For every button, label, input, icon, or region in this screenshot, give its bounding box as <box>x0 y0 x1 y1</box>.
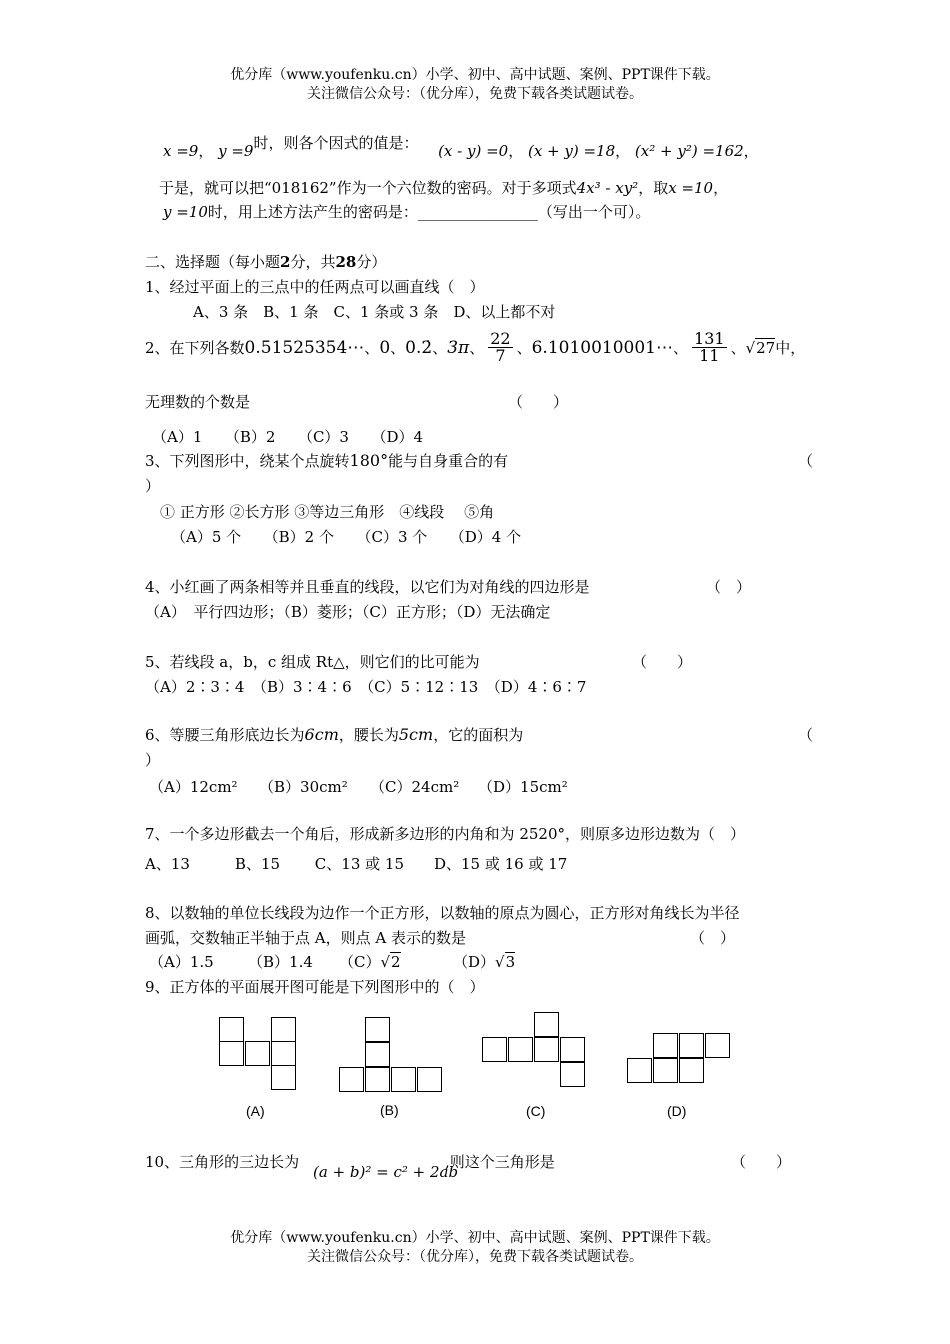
q6-stem-a: 6、等腰三角形底边长为 <box>145 726 305 744</box>
net-a-square <box>271 1065 296 1090</box>
net-d-square <box>705 1033 730 1058</box>
q6-stem <box>145 724 523 745</box>
net-c-square <box>534 1012 559 1037</box>
intro-text-2a: 于是，就可以把“018162”作为一个六位数的密码。对于多项式 <box>159 179 577 197</box>
net-d-square <box>653 1033 678 1058</box>
q10-stem-b: ,则这个三角形是 <box>445 1153 555 1171</box>
q5-options: （A）2∶3∶4 （B）3∶4∶6 （C）5∶12∶13 （D）4∶6∶7 <box>145 678 587 696</box>
intro-text-3: 时，用上述方法产生的密码是：________________（写出一个可）。 <box>207 203 651 221</box>
q6-paren-open: （ <box>798 726 814 744</box>
q2-stem: 2、在下列各数 0.51525354⋯ 、 0 、 0.2̇ 、 3π 、 $\frac{22}{7}$ 、 6.1010010001⋯ 、 $\frac{131}{11}$ 、 √27 中， <box>145 329 806 365</box>
net-a-square <box>271 1017 296 1042</box>
q6-option-d: （D）15cm² <box>478 778 568 796</box>
net-c-square <box>560 1037 585 1062</box>
q2-number-6: 6.1010010001⋯ <box>531 337 673 358</box>
q10-expression: (a + b)² = c² + 2ab <box>313 1163 459 1181</box>
q1-stem: 1、经过平面上的三点中的任两点可以画直线（ ） <box>145 278 485 296</box>
q2-number-1: 0.51525354⋯ <box>244 337 365 358</box>
q1-options: A、3 条 B、1 条 C、1 条或 3 条 D、以上都不对 <box>193 303 556 321</box>
q4-options: （A） 平行四边形；（B）菱形；（C）正方形；（D）无法确定 <box>145 603 551 621</box>
net-b-square <box>365 1067 390 1092</box>
net-label-c: (C) <box>526 1103 546 1119</box>
y-ten: y =10 <box>163 203 208 221</box>
net-c-square <box>560 1062 585 1087</box>
q4-stem: 4、小红画了两条相等并且垂直的线段，以它们为对角线的四边形是 <box>145 578 590 596</box>
q2-frac1-num: 22 <box>490 329 511 348</box>
net-d-square <box>653 1058 678 1083</box>
q3-options: （A）5 个 （B）2 个 （C）3 个 （D）4 个 <box>171 528 522 546</box>
q4-answer-paren: （ ） <box>706 578 752 596</box>
q8-stem-1: 8、以数轴的单位长线段为边作一个正方形，以数轴的原点为圆心，正方形对角线长为半径 <box>145 904 740 922</box>
q2-stem-end: 中， <box>775 339 806 357</box>
q7-options: A、13 B、15 C、13 或 15 D、15 或 16 或 17 <box>145 855 568 873</box>
q6-stem-c: ，它的面积为 <box>433 726 524 744</box>
q2-number-4: 3π <box>447 337 470 358</box>
net-a-square <box>219 1041 244 1066</box>
section-title-b: 分，共 <box>290 253 336 271</box>
x-value: x =9 <box>163 142 199 160</box>
y-value: y =9 <box>218 142 254 160</box>
q7-stem: 7、一个多边形截去一个角后，形成新多边形的内角和为 2520°，则原多边形边数为（ ） <box>145 825 745 843</box>
q8-option-b: （B）1.4 <box>248 953 313 971</box>
net-c-square <box>534 1037 559 1062</box>
intro-line-3 <box>163 201 650 222</box>
x-ten: x =10 <box>668 179 714 197</box>
section-title-a: 二、选择题（每小题 <box>145 253 281 271</box>
q2-frac2-den: 11 <box>699 346 720 365</box>
q2-number-7 <box>692 331 727 364</box>
net-label-d: (D) <box>667 1103 687 1119</box>
q2-sqrt27: 27 <box>756 338 776 357</box>
q2-number-2: 0 <box>379 337 391 358</box>
q2-frac1-den: 7 <box>495 346 506 365</box>
q3-paren-open: （ <box>798 452 814 470</box>
intro-text-2b: ，取 <box>638 179 669 197</box>
net-c-square <box>508 1037 533 1062</box>
net-b-square <box>339 1067 364 1092</box>
q3-stem <box>145 450 508 471</box>
footer-line-2: 关注微信公众号：（优分库），免费下载各类试题试卷。 <box>307 1249 643 1265</box>
q3-items: ① 正方形 ②长方形 ③等边三角形 ④线段 ⑤角 <box>160 503 495 521</box>
q2-number-5 <box>488 331 512 364</box>
q2-sep: 、 <box>364 339 380 357</box>
intro-line-1: x =9， y =9时，则各个因式的值是： (x - y) =0， (x + y) =18， (x² + y²) =162， <box>163 134 759 160</box>
net-label-a: (A) <box>246 1103 265 1119</box>
section-pts-total: 28 <box>335 253 357 271</box>
q6-leg: 5cm <box>398 725 434 744</box>
q3-stem-b: 能与自身重合的有 <box>388 452 509 470</box>
q3-paren-close: ） <box>145 477 161 495</box>
q8-option-c-label: （C） <box>339 953 381 971</box>
q3-stem-a: 3、下列图形中，绕某个点旋转 <box>145 452 350 470</box>
q3-degree: 180° <box>349 451 389 470</box>
q6-option-c: （C）24cm² <box>370 778 460 796</box>
net-b-square <box>365 1017 390 1042</box>
net-d-square <box>679 1033 704 1058</box>
q10-stem-a: 10、三角形的三边长为 <box>145 1153 300 1171</box>
section-title-c: 分） <box>356 253 387 271</box>
q2-frac2-num: 131 <box>694 329 725 348</box>
q2-number-3: 0.2̇ <box>405 337 433 358</box>
section-pts-each: 2 <box>280 253 291 271</box>
q6-base: 6cm <box>304 725 339 744</box>
header-line-2: 关注微信公众号：（优分库），免费下载各类试题试卷。 <box>307 86 643 102</box>
section-2-title <box>145 251 386 272</box>
q8-option-d: （D）√3 <box>453 953 516 971</box>
q6-paren-close: ） <box>145 751 161 769</box>
q10-answer-paren: （ ） <box>731 1153 792 1171</box>
q8-option-d-label: （D） <box>453 953 496 971</box>
net-b-square <box>391 1067 416 1092</box>
intro-line-2: 于是，就可以把“018162”作为一个六位数的密码。对于多项式4x³ - xy²，取x =10， <box>159 179 729 197</box>
net-c-square <box>482 1037 507 1062</box>
net-b-square <box>417 1067 442 1092</box>
header-line-1: 优分库（www.youfenku.cn）小学、初中、高中试题、案例、PPT课件下载。 <box>230 67 720 83</box>
q9-stem: 9、正方体的平面展开图可能是下列图形中的（ ） <box>145 978 485 996</box>
q2-options: （A）1 （B）2 （C）3 （D）4 <box>152 428 424 446</box>
q6-option-b: （B）30cm² <box>259 778 348 796</box>
q6-stem-b: ，腰长为 <box>338 726 399 744</box>
net-label-b: (B) <box>380 1102 399 1118</box>
q2-line-2: 无理数的个数是 <box>145 393 251 411</box>
net-d-square <box>627 1058 652 1083</box>
factor-1: (x - y) =0 <box>438 142 509 160</box>
q5-answer-paren: （ ） <box>632 653 693 671</box>
q8-sqrt2: 2 <box>391 953 401 971</box>
q5-stem: 5、若线段 a，b，c 组成 Rt△，则它们的比可能为 <box>145 653 480 671</box>
footer-line-1: 优分库（www.youfenku.cn）小学、初中、高中试题、案例、PPT课件下载。 <box>230 1230 720 1246</box>
q2-number-8: √27 <box>745 338 776 357</box>
q8-option-a: （A）1.5 <box>149 953 214 971</box>
intro-then: 时，则各个因式的值是： <box>253 134 419 152</box>
q8-sqrt3: 3 <box>505 953 516 971</box>
q2-stem-a: 2、在下列各数 <box>145 339 245 357</box>
q8-answer-paren: （ ） <box>690 929 736 947</box>
q8-stem-2: 画弧，交数轴正半轴于点 A，则点 A 表示的数是 <box>145 929 466 947</box>
factor-2: (x + y) =18 <box>527 142 616 160</box>
net-b-square <box>365 1042 390 1067</box>
q6-option-a: （A）12cm² <box>149 778 238 796</box>
polynomial: 4x³ - xy² <box>576 179 639 197</box>
net-a-square <box>219 1017 244 1042</box>
net-a-square <box>271 1041 296 1066</box>
net-a-square <box>245 1041 270 1066</box>
q2-answer-paren: （ ） <box>508 393 569 411</box>
factor-3: (x² + y²) =162 <box>634 142 744 160</box>
net-d-square <box>679 1058 704 1083</box>
q8-option-c: （C）√2 <box>339 953 401 971</box>
